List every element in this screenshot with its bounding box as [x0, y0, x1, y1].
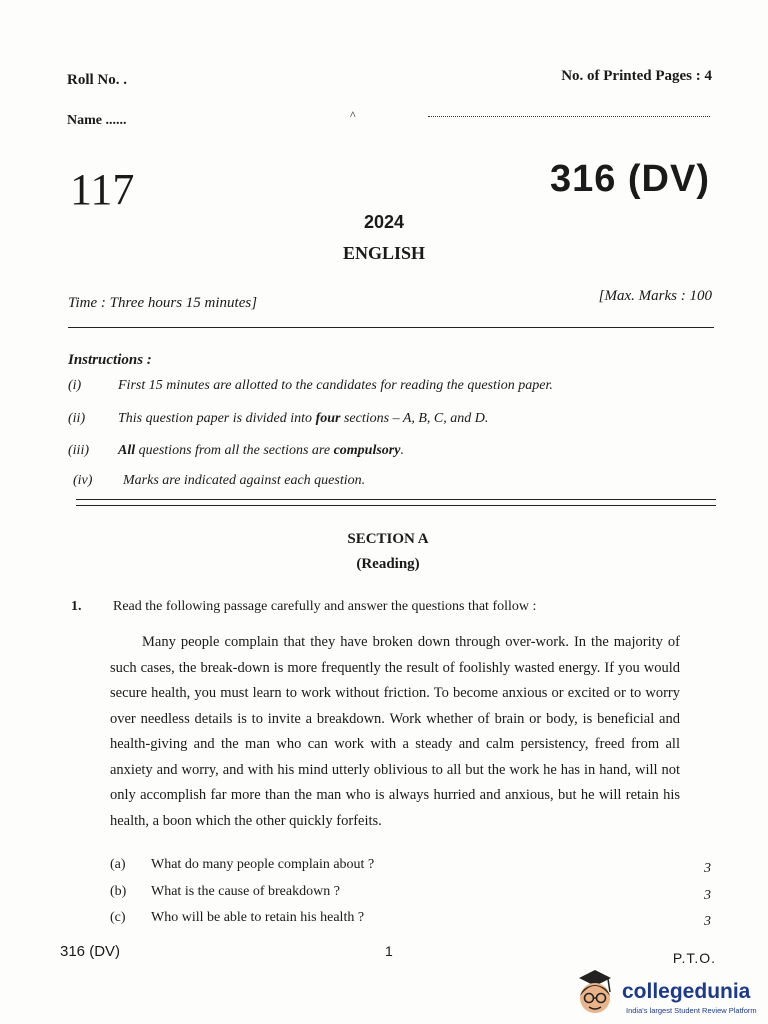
instructions-title: Instructions : — [68, 352, 152, 368]
sub-question-label: (c) — [110, 910, 126, 925]
sub-question-label: (b) — [110, 884, 127, 899]
instruction-text — [118, 443, 404, 459]
printed-pages-label: No. of Printed Pages : 4 — [561, 68, 712, 84]
passage-text: Many people complain that they have broken down through over-work. In the majority of such cases, the break-down is more frequently the result of foolishly wasted energy. If you would secure health, you must learn to work without friction. To become anxious or excited or to worry over needless details is to invite a breakdown. Work whether of brain or body, is beneficial and health-giving and the man who can work with a steady and calm persistency, freed from all anxiety and worry, and with his mind utterly oblivious to all but the work he has in hand, will not only accomplish far more than the man who is always hurried and anxious, but he will retain his health, a boon which the other quickly forfeits. — [110, 634, 680, 829]
instruction-number: (i) — [68, 378, 82, 393]
name-label: Name ...... — [67, 113, 127, 128]
instruction-text-part: This question paper is divided into — [118, 411, 316, 426]
question-prompt: Read the following passage carefully and answer the questions that follow : — [113, 599, 537, 614]
pto-label: P.T.O. — [672, 950, 716, 966]
instruction-text — [118, 411, 488, 427]
name-dotted-line — [428, 106, 710, 117]
instruction-number: (ii) — [68, 411, 86, 426]
question-number: 1. — [71, 599, 82, 614]
section-subtitle: (Reading) — [356, 556, 420, 572]
watermark-brand: collegedunia — [622, 980, 751, 1003]
time-allowed: Time : Three hours 15 minutes] — [68, 295, 258, 311]
max-marks: [Max. Marks : 100 — [598, 288, 712, 304]
instruction-emphasis: All — [118, 443, 136, 458]
instruction-emphasis: four — [315, 411, 341, 426]
instruction-text: First 15 minutes are allotted to the candidates for reading the question paper. — [118, 378, 553, 393]
subject-title: ENGLISH — [342, 243, 426, 263]
instructions-divider-bottom — [76, 505, 716, 506]
instruction-number: (iii) — [68, 443, 89, 458]
instruction-text: Marks are indicated against each question. — [123, 473, 366, 488]
reading-passage — [110, 630, 680, 834]
instruction-number: (iv) — [73, 473, 93, 488]
sub-question-marks: 3 — [704, 888, 711, 903]
sub-question-text: What is the cause of breakdown ? — [151, 884, 340, 899]
instruction-emphasis: compulsory — [333, 443, 401, 458]
sub-question-text: What do many people complain about ? — [151, 857, 375, 872]
paper-code: 316 (DV) — [549, 158, 710, 200]
section-title: SECTION A — [347, 531, 429, 547]
sub-question-marks: 3 — [704, 914, 711, 929]
instruction-text-part: . — [400, 443, 404, 458]
instructions-divider-top — [76, 499, 716, 500]
sub-question-marks: 3 — [704, 861, 711, 876]
exam-year: 2024 — [363, 212, 405, 232]
footer-paper-code: 316 (DV) — [60, 943, 121, 960]
header-divider — [68, 327, 714, 328]
pen-mark: ^ — [350, 108, 356, 122]
sub-question-text: Who will be able to retain his health ? — [151, 910, 365, 925]
code-number: 117 — [70, 165, 135, 214]
instruction-text-part: sections – A, B, C, and D. — [340, 411, 489, 426]
sub-question-label: (a) — [110, 857, 126, 872]
watermark-tagline: India's largest Student Review Platform — [626, 1006, 757, 1015]
roll-number-label: Roll No. . — [67, 72, 127, 88]
page-number: 1 — [385, 943, 393, 959]
instruction-text-part: questions from all the sections are — [135, 443, 334, 458]
